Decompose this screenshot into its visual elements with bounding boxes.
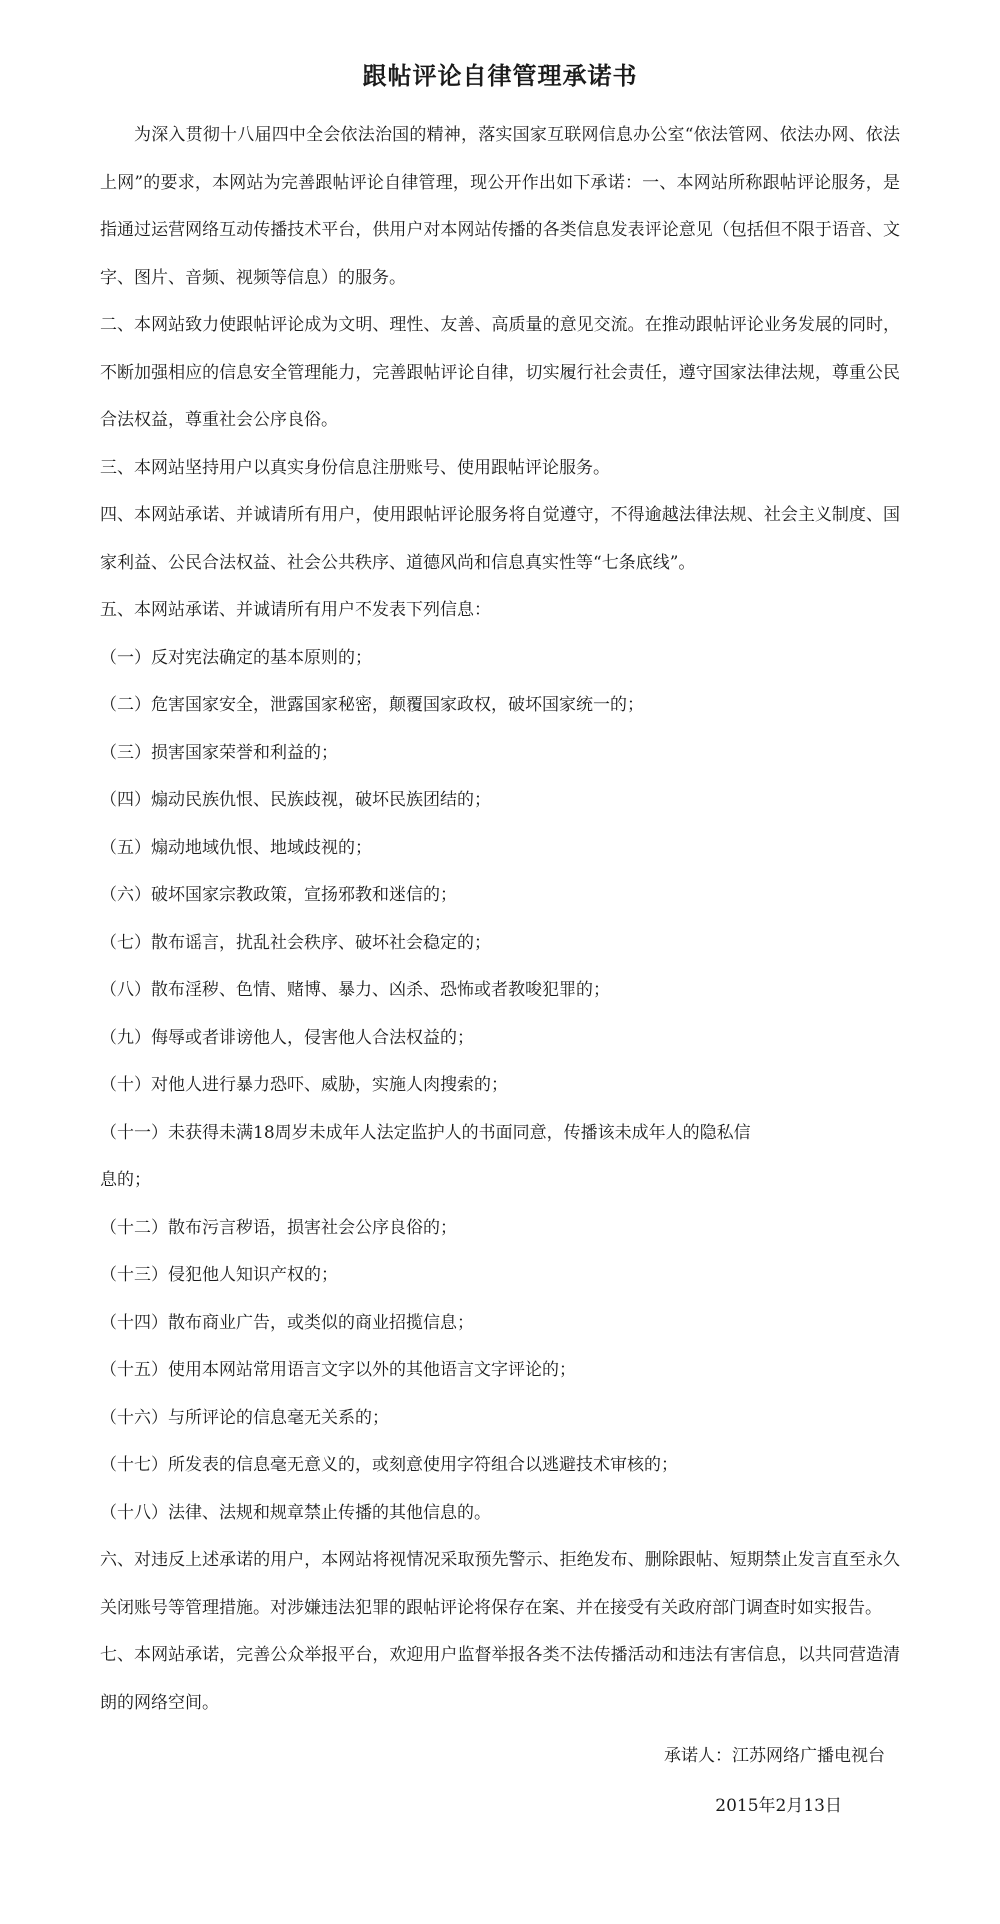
list-item: （十七）所发表的信息毫无意义的，或刻意使用字符组合以逃避技术审核的；: [100, 1455, 678, 1475]
paragraph-two: 二、本网站致力使跟帖评论成为文明、理性、友善、高质量的意见交流。在推动跟帖评论业务发展的同时，不断加强相应的信息安全管理能力，完善跟帖评论自律，切实履行社会责任，遵守国家法律法规，尊重公民合法权益，尊重社会公序良俗。: [100, 315, 900, 430]
list-item: （九）侮辱或者诽谤他人，侵害他人合法权益的；: [100, 1027, 474, 1048]
list-item: （七）散布谣言，扰乱社会秩序、破坏社会稳定的；: [100, 932, 491, 953]
list-item: （十一）未获得未满18周岁未成年人法定监护人的书面同意，传播该未成年人的隐私信: [100, 1122, 751, 1143]
list-item: （一）反对宪法确定的基本原则的；: [100, 647, 372, 668]
list-item-continuation: 息的；: [100, 1170, 151, 1190]
list-item: （十二）散布污言秽语，损害社会公序良俗的；: [100, 1217, 457, 1238]
list-item: （十四）散布商业广告，或类似的商业招揽信息；: [100, 1312, 474, 1333]
document-title: 跟帖评论自律管理承诺书: [362, 61, 638, 90]
paragraph-three: 三、本网站坚持用户以真实身份信息注册账号、使用跟帖评论服务。: [100, 457, 610, 478]
paragraph-six: 六、对违反上述承诺的用户，本网站将视情况采取预先警示、拒绝发布、删除跟帖、短期禁止发言直至永久关闭账号等管理措施。对涉嫌违法犯罪的跟帖评论将保存在案、并在接受有关政府部门调查时如实报告。: [100, 1550, 900, 1618]
prohibited-items-list: [100, 635, 900, 1538]
list-item: （三）损害国家荣誉和利益的；: [100, 742, 338, 763]
paragraph-seven: 七、本网站承诺，完善公众举报平台，欢迎用户监督举报各类不法传播活动和违法有害信息，以共同营造清朗的网络空间。: [100, 1645, 900, 1713]
paragraph-five: 五、本网站承诺、并诚请所有用户不发表下列信息：: [100, 600, 491, 620]
list-item: （十）对他人进行暴力恐吓、威胁，实施人肉搜索的；: [100, 1075, 508, 1095]
list-item: （六）破坏国家宗教政策，宣扬邪教和迷信的；: [100, 885, 457, 905]
list-item: （五）煽动地域仇恨、地域歧视的；: [100, 837, 372, 858]
list-item: （十五）使用本网站常用语言文字以外的其他语言文字评论的；: [100, 1360, 576, 1380]
signature-line: 承诺人：江苏网络广播电视台: [664, 1746, 885, 1766]
list-item: （十八）法律、法规和规章禁止传播的其他信息的。: [100, 1502, 491, 1523]
list-item: （四）煽动民族仇恨、民族歧视，破坏民族团结的；: [100, 790, 491, 810]
intro-paragraph: 为深入贯彻十八届四中全会依法治国的精神，落实国家互联网信息办公室“依法管网、依法办网、依法上网”的要求，本网站为完善跟帖评论自律管理，现公开作出如下承诺：一、本网站所称跟帖评论服务，是指通过运营网络互动传播技术平台，供用户对本网站传播的各类信息发表评论意见（包括但不限于语音、文字、图片、音频、视频等信息）的服务。: [100, 125, 900, 288]
paragraph-four: 四、本网站承诺、并诚请所有用户，使用跟帖评论服务将自觉遵守，不得逾越法律法规、社会主义制度、国家利益、公民合法权益、社会公共秩序、道德风尚和信息真实性等“七条底线”。: [100, 505, 900, 573]
signature-date: 2015年2月13日: [715, 1795, 842, 1816]
list-item: （八）散布淫秽、色情、赌博、暴力、凶杀、恐怖或者教唆犯罪的；: [100, 980, 610, 1000]
list-item: （十六）与所评论的信息毫无关系的；: [100, 1407, 389, 1428]
list-item: （二）危害国家安全，泄露国家秘密，颠覆国家政权，破坏国家统一的；: [100, 695, 644, 715]
list-item: （十三）侵犯他人知识产权的；: [100, 1265, 338, 1285]
